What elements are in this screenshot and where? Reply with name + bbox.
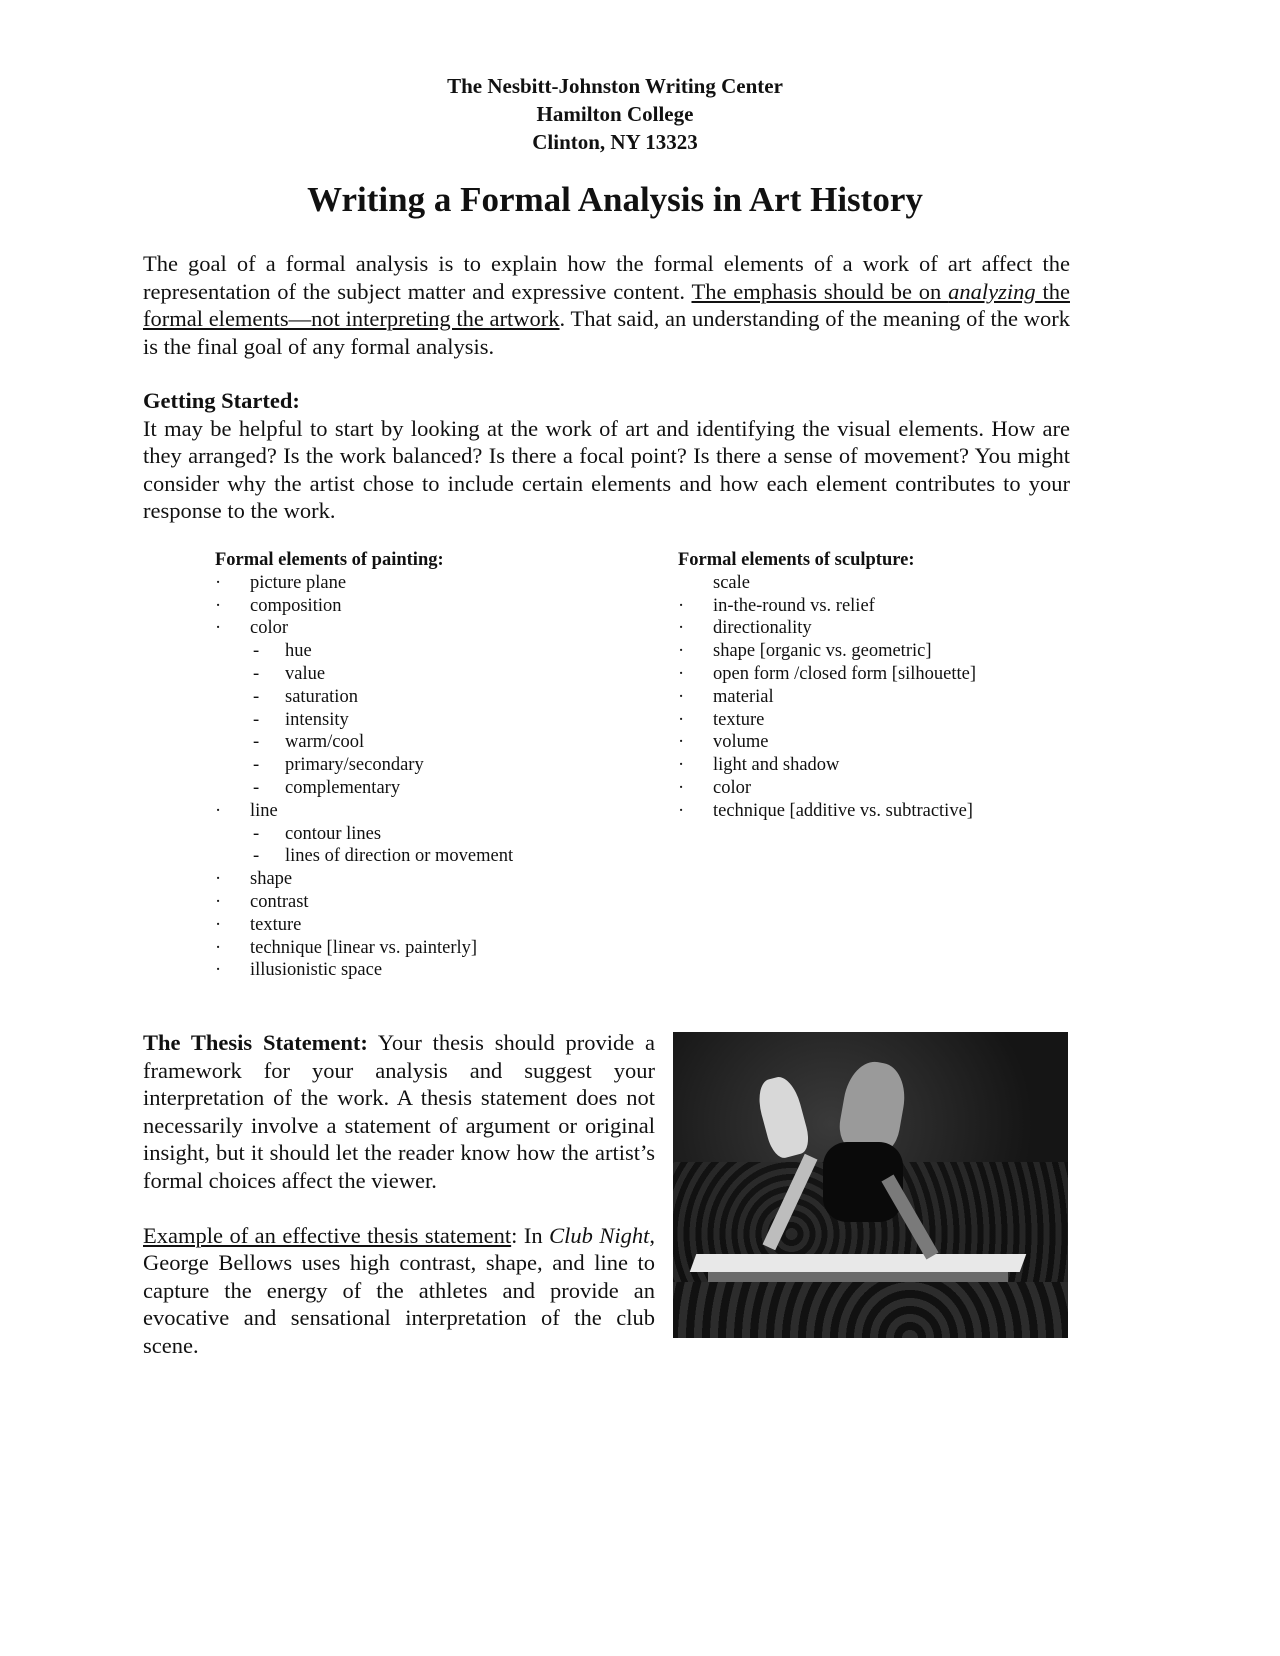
list-item-label: technique [linear vs. painterly] [250,937,478,958]
sub-list-item [215,686,635,709]
list-item-label: illusionistic space [250,960,383,981]
getting-started-body: It may be helpful to start by looking at the work of art and identifying the visual elements. How are they arranged? Is the work balanced? Is there a focal point? Is there a sense of movement? You might consider why the artist chose to include certain elements and how each element contributes to your response to the work. [143,415,1070,523]
getting-started-heading: Getting Started: [143,388,300,413]
sculpture-elements-list [678,549,1098,823]
bullet-icon: · [215,869,222,890]
club-night-painting-image [673,1032,1068,1338]
sub-list-item-label: contour lines [285,823,382,844]
dash-icon: - [253,732,260,753]
sub-list-item-label: hue [285,641,312,662]
bullet-icon: · [678,732,685,753]
sub-list-item [215,845,635,868]
letterhead-address: Clinton, NY 13323 [532,130,698,154]
sub-list-item-label: value [285,663,326,684]
sub-list-item-label: warm/cool [285,732,365,753]
list-item [215,959,635,982]
sub-list-item-label: primary/secondary [285,755,424,776]
intro-paragraph [143,250,1070,360]
sub-list-item [215,777,635,800]
list-item [215,572,635,595]
list-item [678,686,1098,709]
list-item-label: color [713,777,752,798]
intro-text-2: . That said, an understanding of the meaning of the work is the final goal of any formal analysis. [143,306,1070,359]
dash-icon: - [253,641,260,662]
list-item-label: light and shadow [713,755,840,776]
list-item [215,937,635,960]
list-item [678,754,1098,777]
list-item-label: picture plane [250,572,347,593]
list-item-label: texture [250,914,302,935]
artwork-title: Club Night [549,1222,650,1248]
bullet-icon: · [215,572,222,593]
sub-list-item [215,823,635,846]
bullet-icon: · [678,686,685,707]
list-item-label: shape [organic vs. geometric] [713,641,932,662]
bullet-icon: · [678,641,685,662]
list-item-label: technique [additive vs. subtractive] [713,800,973,821]
painting-list-heading: Formal elements of painting: [215,550,444,570]
thesis-body: Your thesis should provide a framework for your analysis and suggest your interpretation of the work. A thesis statement does not necessarily involve a statement of argument or original insight, but it should let the reader know how the artist’s formal choices affect the viewer. [143,1030,655,1193]
list-item [678,617,1098,640]
letterhead-college: Hamilton College [536,102,694,126]
list-item-label: in-the-round vs. relief [713,595,875,616]
dash-icon: - [253,709,260,730]
list-item-label: open form /closed form [silhouette] [713,663,977,684]
sub-list-item-label: intensity [285,709,349,730]
list-item [215,914,635,937]
thesis-example [143,1222,655,1360]
intro-text: The goal of a formal analysis is to explain how the formal elements of a work of art affect the representation of the subject matter and expressive content. [143,251,1070,304]
list-item [678,572,1098,595]
bullet-icon: · [215,800,222,821]
list-item-label: material [713,686,774,707]
sub-list-item-label: lines of direction or movement [285,846,514,867]
bullet-icon: · [215,960,222,981]
list-item [215,891,635,914]
sub-list-item [215,640,635,663]
bullet-icon: · [215,595,222,616]
letterhead [0,72,1230,156]
list-item-label: line [250,800,278,821]
thesis-paragraph [143,1029,655,1194]
list-item-label: texture [713,709,765,730]
bullet-icon: · [678,709,685,730]
getting-started-section [143,387,1070,525]
painting-elements-list [215,549,635,982]
list-item [215,595,635,618]
list-item [678,800,1098,823]
list-item [215,868,635,891]
list-item-label: composition [250,595,342,616]
sculpture-list-heading: Formal elements of sculpture: [678,550,915,570]
dash-icon: - [253,777,260,798]
emphasis-text-2: the formal elements—not interpreting the artwork [143,278,1070,331]
list-item-label: shape [250,869,293,890]
dash-icon: - [253,686,260,707]
list-item [678,595,1098,618]
thesis-heading: The Thesis Statement: [143,1030,368,1055]
dash-icon: - [253,823,260,844]
thesis-section [143,1029,655,1387]
list-item-label: directionality [713,618,812,639]
list-item [678,709,1098,732]
emphasis-text: The emphasis should be on [691,278,949,304]
example-body: , George Bellows uses high contrast, shape, and line to capture the energy of the athletes and provide an evocative and sensational interpretation of the club scene. [143,1222,655,1358]
bullet-icon: · [678,595,685,616]
emphasis-italic: analyzing [948,278,1036,304]
list-item-label: scale [713,572,750,593]
bullet-icon: · [678,618,685,639]
bullet-icon: · [215,891,222,912]
sub-list-item [215,754,635,777]
list-item [678,663,1098,686]
bullet-icon: · [678,755,685,776]
sub-list-item [215,731,635,754]
example-label: Example of an effective thesis statement [143,1222,512,1248]
list-item-label: contrast [250,891,309,912]
dash-icon: - [253,755,260,776]
example-colon: : In [511,1222,550,1248]
bullet-icon: · [215,914,222,935]
bullet-icon: · [678,800,685,821]
sub-list-item-label: complementary [285,777,401,798]
bullet-icon: · [678,777,685,798]
list-item-label: volume [713,732,769,753]
page-title: Writing a Formal Analysis in Art History [307,180,923,219]
list-item [678,731,1098,754]
list-item [215,800,635,823]
sub-list-item [215,663,635,686]
bullet-icon: · [678,663,685,684]
list-item [215,617,635,640]
dash-icon: - [253,846,260,867]
bullet-icon: · [215,937,222,958]
sub-list-item-label: saturation [285,686,358,707]
list-item [678,640,1098,663]
sub-list-item [215,709,635,732]
list-item-label: color [250,618,289,639]
list-item [678,777,1098,800]
bullet-icon: · [215,618,222,639]
dash-icon: - [253,663,260,684]
letterhead-org: The Nesbitt-Johnston Writing Center [447,74,783,98]
